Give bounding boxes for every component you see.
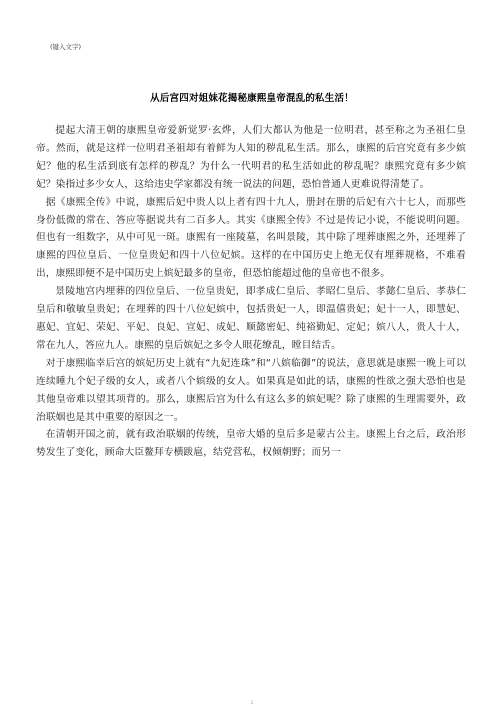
document-title: 从后宫四对姐妹花揭秘康熙皇帝混乱的私生活！: [150, 93, 354, 104]
document-body: [36, 122, 466, 462]
page-number: 1: [250, 700, 254, 705]
page-header: (键入文字): [50, 43, 82, 51]
paragraph-3: 景陵地宫内埋葬的四位皇后、一位皇贵妃，即孝成仁皇后、孝昭仁皇后、孝懿仁皇后、孝恭仁皇后和敬敏皇贵妃；在埋葬的四十八位妃嫔中，包括贵妃一人，即温僖贵妃；妃十一人，即慧妃、惠妃、宜妃、荣妃、平妃、良妃、宣妃、成妃、顺懿密妃、纯裕勤妃、定妃；嫔八人，贵人十人，常在九人，答应九人。康熙的皇后嫔妃之多令人眼花缭乱，瞠目结舌。: [36, 286, 466, 351]
paragraph-2: 据《康熙全传》中说，康熙后妃中贵人以上者有四十九人，册封在册的后妃有六十七人，而那些身份低微的常在、答应等据说共有二百多人。其实《康熙全传》不过是传记小说，不能说明问题。但也有一组数字，从中可见一斑。康熙有一座陵墓，名叫景陵，其中除了埋葬康熙之外，还埋葬了康熙的四位皇后、一位皇贵妃和四十八位妃嫔。这样的在中国历史上绝无仅有埋葬规格，不难看出，康熙即便不是中国历史上嫔妃最多的皇帝，但恐怕能超过他的皇帝也不很多。: [36, 196, 466, 280]
paragraph-4: 对于康熙临幸后宫的嫔妃历史上就有“九妃连珠”和“八嫔临御”的说法，意思就是康熙一晚上可以连续睡九个妃子级的女人，或者八个嫔级的女人。如果真是如此的话，康熙的性欲之强大恐怕也是其他皇帝难以望其项背的。那么，康熙后宫为什么有这么多的嫔妃呢？除了康熙的生理需要外，政治联姻也是其中重要的原因之一。: [36, 357, 466, 423]
paragraph-5: 在清朝开国之前，就有政治联姻的传统，皇帝大婚的皇后多是蒙古公主。康熙上台之后，政治形势发生了变化，顾命大臣鳌拜专横跋扈，结党营私，权倾朝野；而另一: [36, 429, 466, 459]
paragraph-1: 提起大清王朝的康熙皇帝爱新觉罗·玄烨，人们大都认为他是一位明君，甚至称之为圣祖仁皇帝。然而，就是这样一位明君圣祖却有着鲜为人知的秽乱私生活。那么，康熙的后宫究竟有多少嫔妃？他的私生活到底有怎样的秽乱？为什么一代明君的私生活如此的秽乱呢？康熙究竟有多少嫔妃？染指过多少女人，这给违史学家都没有统一说法的问题，恐怕普通人更难说得清楚了。: [36, 125, 466, 190]
